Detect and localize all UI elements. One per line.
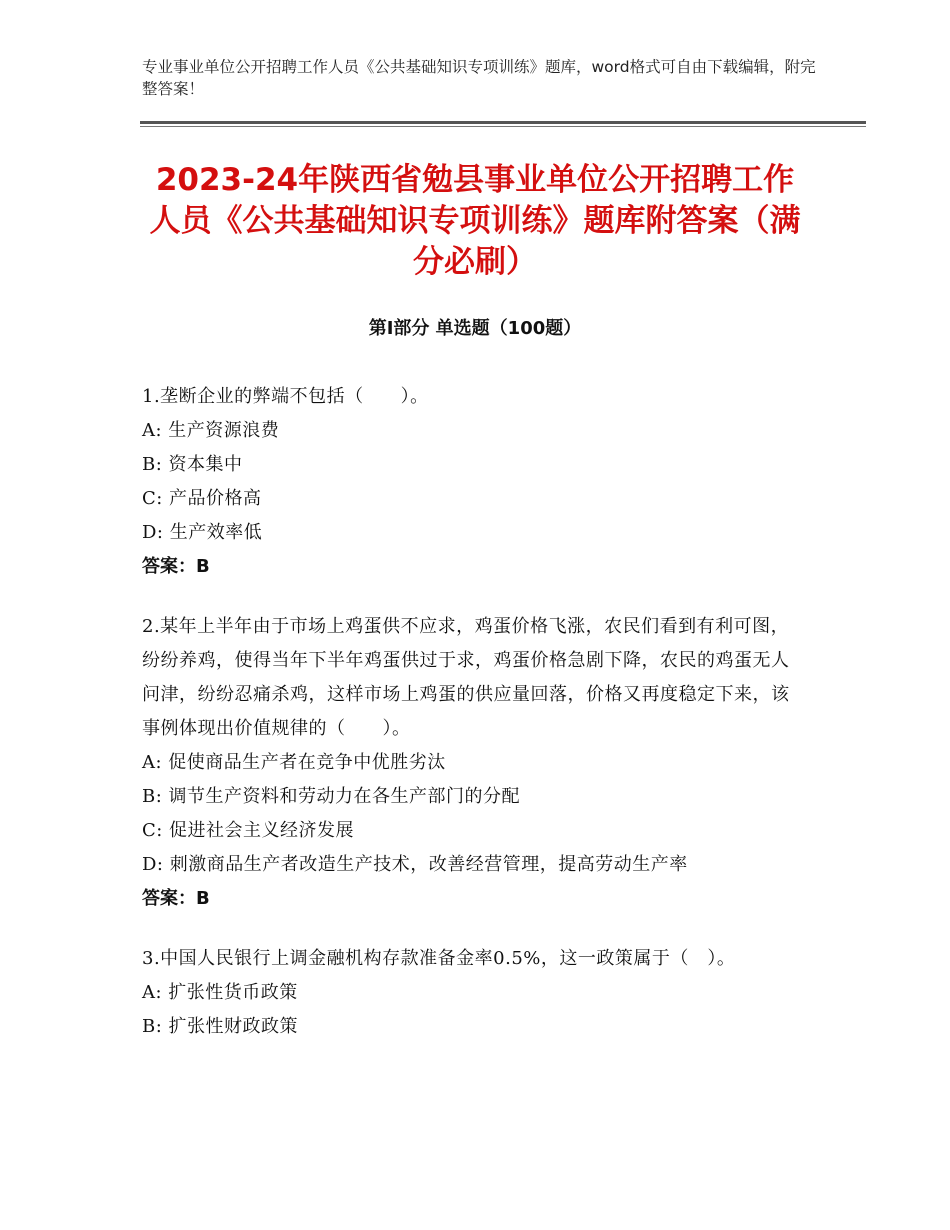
question-1	[142, 380, 802, 584]
question-2	[142, 610, 802, 916]
question-text: 2.某年上半年由于市场上鸡蛋供不应求，鸡蛋价格飞涨，农民们看到有利可图，纷纷养鸡，使得当年下半年鸡蛋供过于求，鸡蛋价格急剧下降，农民的鸡蛋无人问津，纷纷忍痛杀鸡，这样市场上鸡蛋的供应量回落，价格又再度稳定下来，该事例体现出价值规律的（ ）。	[142, 616, 790, 739]
option-a: A: 生产资源浪费	[142, 420, 280, 441]
header-divider-thin	[140, 126, 866, 127]
question-list	[142, 380, 802, 1070]
option-a: A: 促使商品生产者在竞争中优胜劣汰	[142, 752, 446, 773]
option-b: B: 调节生产资料和劳动力在各生产部门的分配	[142, 786, 521, 807]
option-b: B: 资本集中	[142, 454, 243, 475]
question-3	[142, 942, 802, 1044]
option-d: D: 刺激商品生产者改造生产技术，改善经营管理，提高劳动生产率	[142, 854, 688, 875]
question-text: 1.垄断企业的弊端不包括（ ）。	[142, 386, 429, 407]
option-a: A: 扩张性货币政策	[142, 982, 298, 1003]
answer: 答案：B	[142, 556, 210, 577]
option-c: C: 产品价格高	[142, 488, 262, 509]
answer: 答案：B	[142, 888, 210, 909]
option-b: B: 扩张性财政政策	[142, 1016, 299, 1037]
section-heading: 第Ⅰ部分 单选题（100题）	[368, 318, 582, 339]
header-divider	[140, 121, 866, 124]
document-title: 2023-24年陕西省勉县事业单位公开招聘工作人员《公共基础知识专项训练》题库附答案（满分必刷）	[149, 162, 801, 280]
question-text: 3.中国人民银行上调金融机构存款准备金率0.5%，这一政策属于（ ）。	[142, 948, 736, 969]
option-c: C: 促进社会主义经济发展	[142, 820, 355, 841]
option-d: D: 生产效率低	[142, 522, 263, 543]
header-note: 专业事业单位公开招聘工作人员《公共基础知识专项训练》题库，word格式可自由下载编辑，附完整答案！	[142, 58, 816, 98]
